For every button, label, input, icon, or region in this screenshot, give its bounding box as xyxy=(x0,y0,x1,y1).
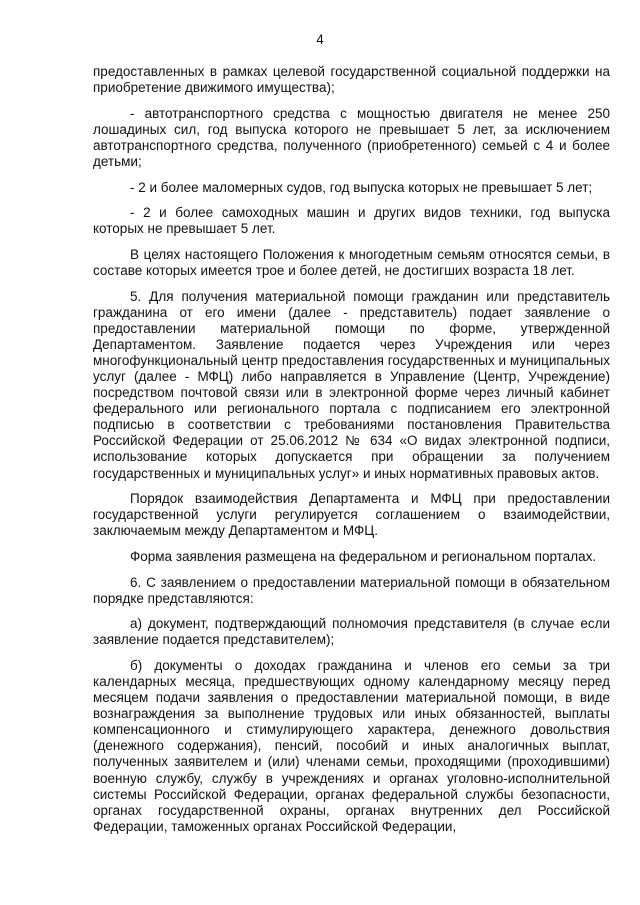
paragraph: а) документ, подтверждающий полномочия представителя (в случае если заявление подается представителем); xyxy=(93,616,610,648)
paragraph: 6. С заявлением о предоставлении материальной помощи в обязательном порядке представляются: xyxy=(93,574,610,606)
paragraph: В целях настоящего Положения к многодетным семьям относятся семьи, в составе которых имеется трое и более детей, не достигших возраста 18 лет. xyxy=(93,246,610,278)
paragraph: предоставленных в рамках целевой государственной социальной поддержки на приобретение движимого имущества); xyxy=(93,64,610,96)
paragraph: 5. Для получения материальной помощи гражданин или представитель гражданина от его имени (далее - представитель) подает заявление о предоставлении материальной помощи по форме, утвержденной Департаментом. Заявление подается через Учреждения или через многофункциональный центр предоставления государственных и муниципальных услуг (далее - МФЦ) либо направляется в Управление (Центр, Учреждение) посредством почтовой связи или в электронной форме через личный кабинет федерального или регионального портала с подписанием его электронной подписью в соответствии с требованиями постановления Правительства Российской Федерации от 25.06.2012 № 634 «О видах электронной подписи, использование которых допускается при обращении за получением государственных и муниципальных услуг» и иных нормативных правовых актов. xyxy=(93,288,610,481)
paragraph: - 2 и более маломерных судов, год выпуска которых не превышает 5 лет; xyxy=(130,179,593,195)
paragraph: б) документы о доходах гражданина и членов его семьи за три календарных месяца, предшествующих одному календарному месяцу перед месяцем подачи заявления о предоставлении материальной помощи, в виде вознаграждения за выполнение трудовых или иных обязанностей, выплаты компенсационного и стимулирующего характера, денежного довольствия (денежного содержания), пенсий, пособий и иных аналогичных выплат, полученных заявителем и (или) членами семьи, проходящими (проходившими) военную службу, службу в учреждениях и органах уголовно-исполнительной системы Российской Федерации, органах федеральной службы безопасности, органах государственной охраны, органах внутренних дел Российской Федерации, таможенных органах Российской Федерации, xyxy=(93,657,610,834)
paragraph: - 2 и более самоходных машин и других видов техники, год выпуска которых не превышает 5 лет. xyxy=(93,205,610,237)
page-number: 4 xyxy=(316,32,324,47)
paragraph: - автотранспортного средства с мощностью двигателя не менее 250 лошадиных сил, год выпуска которого не превышает 5 лет, за исключением автотранспортного средства, полученного (приобретенного) семьей с 4 и более детьми; xyxy=(93,105,610,169)
document-body xyxy=(93,64,610,844)
paragraph: Форма заявления размещена на федеральном и региональном порталах. xyxy=(130,548,597,564)
paragraph: Порядок взаимодействия Департамента и МФЦ при предоставлении государственной услуги регулируется соглашением о взаимодействии, заключаемым между Департаментом и МФЦ. xyxy=(93,491,610,539)
